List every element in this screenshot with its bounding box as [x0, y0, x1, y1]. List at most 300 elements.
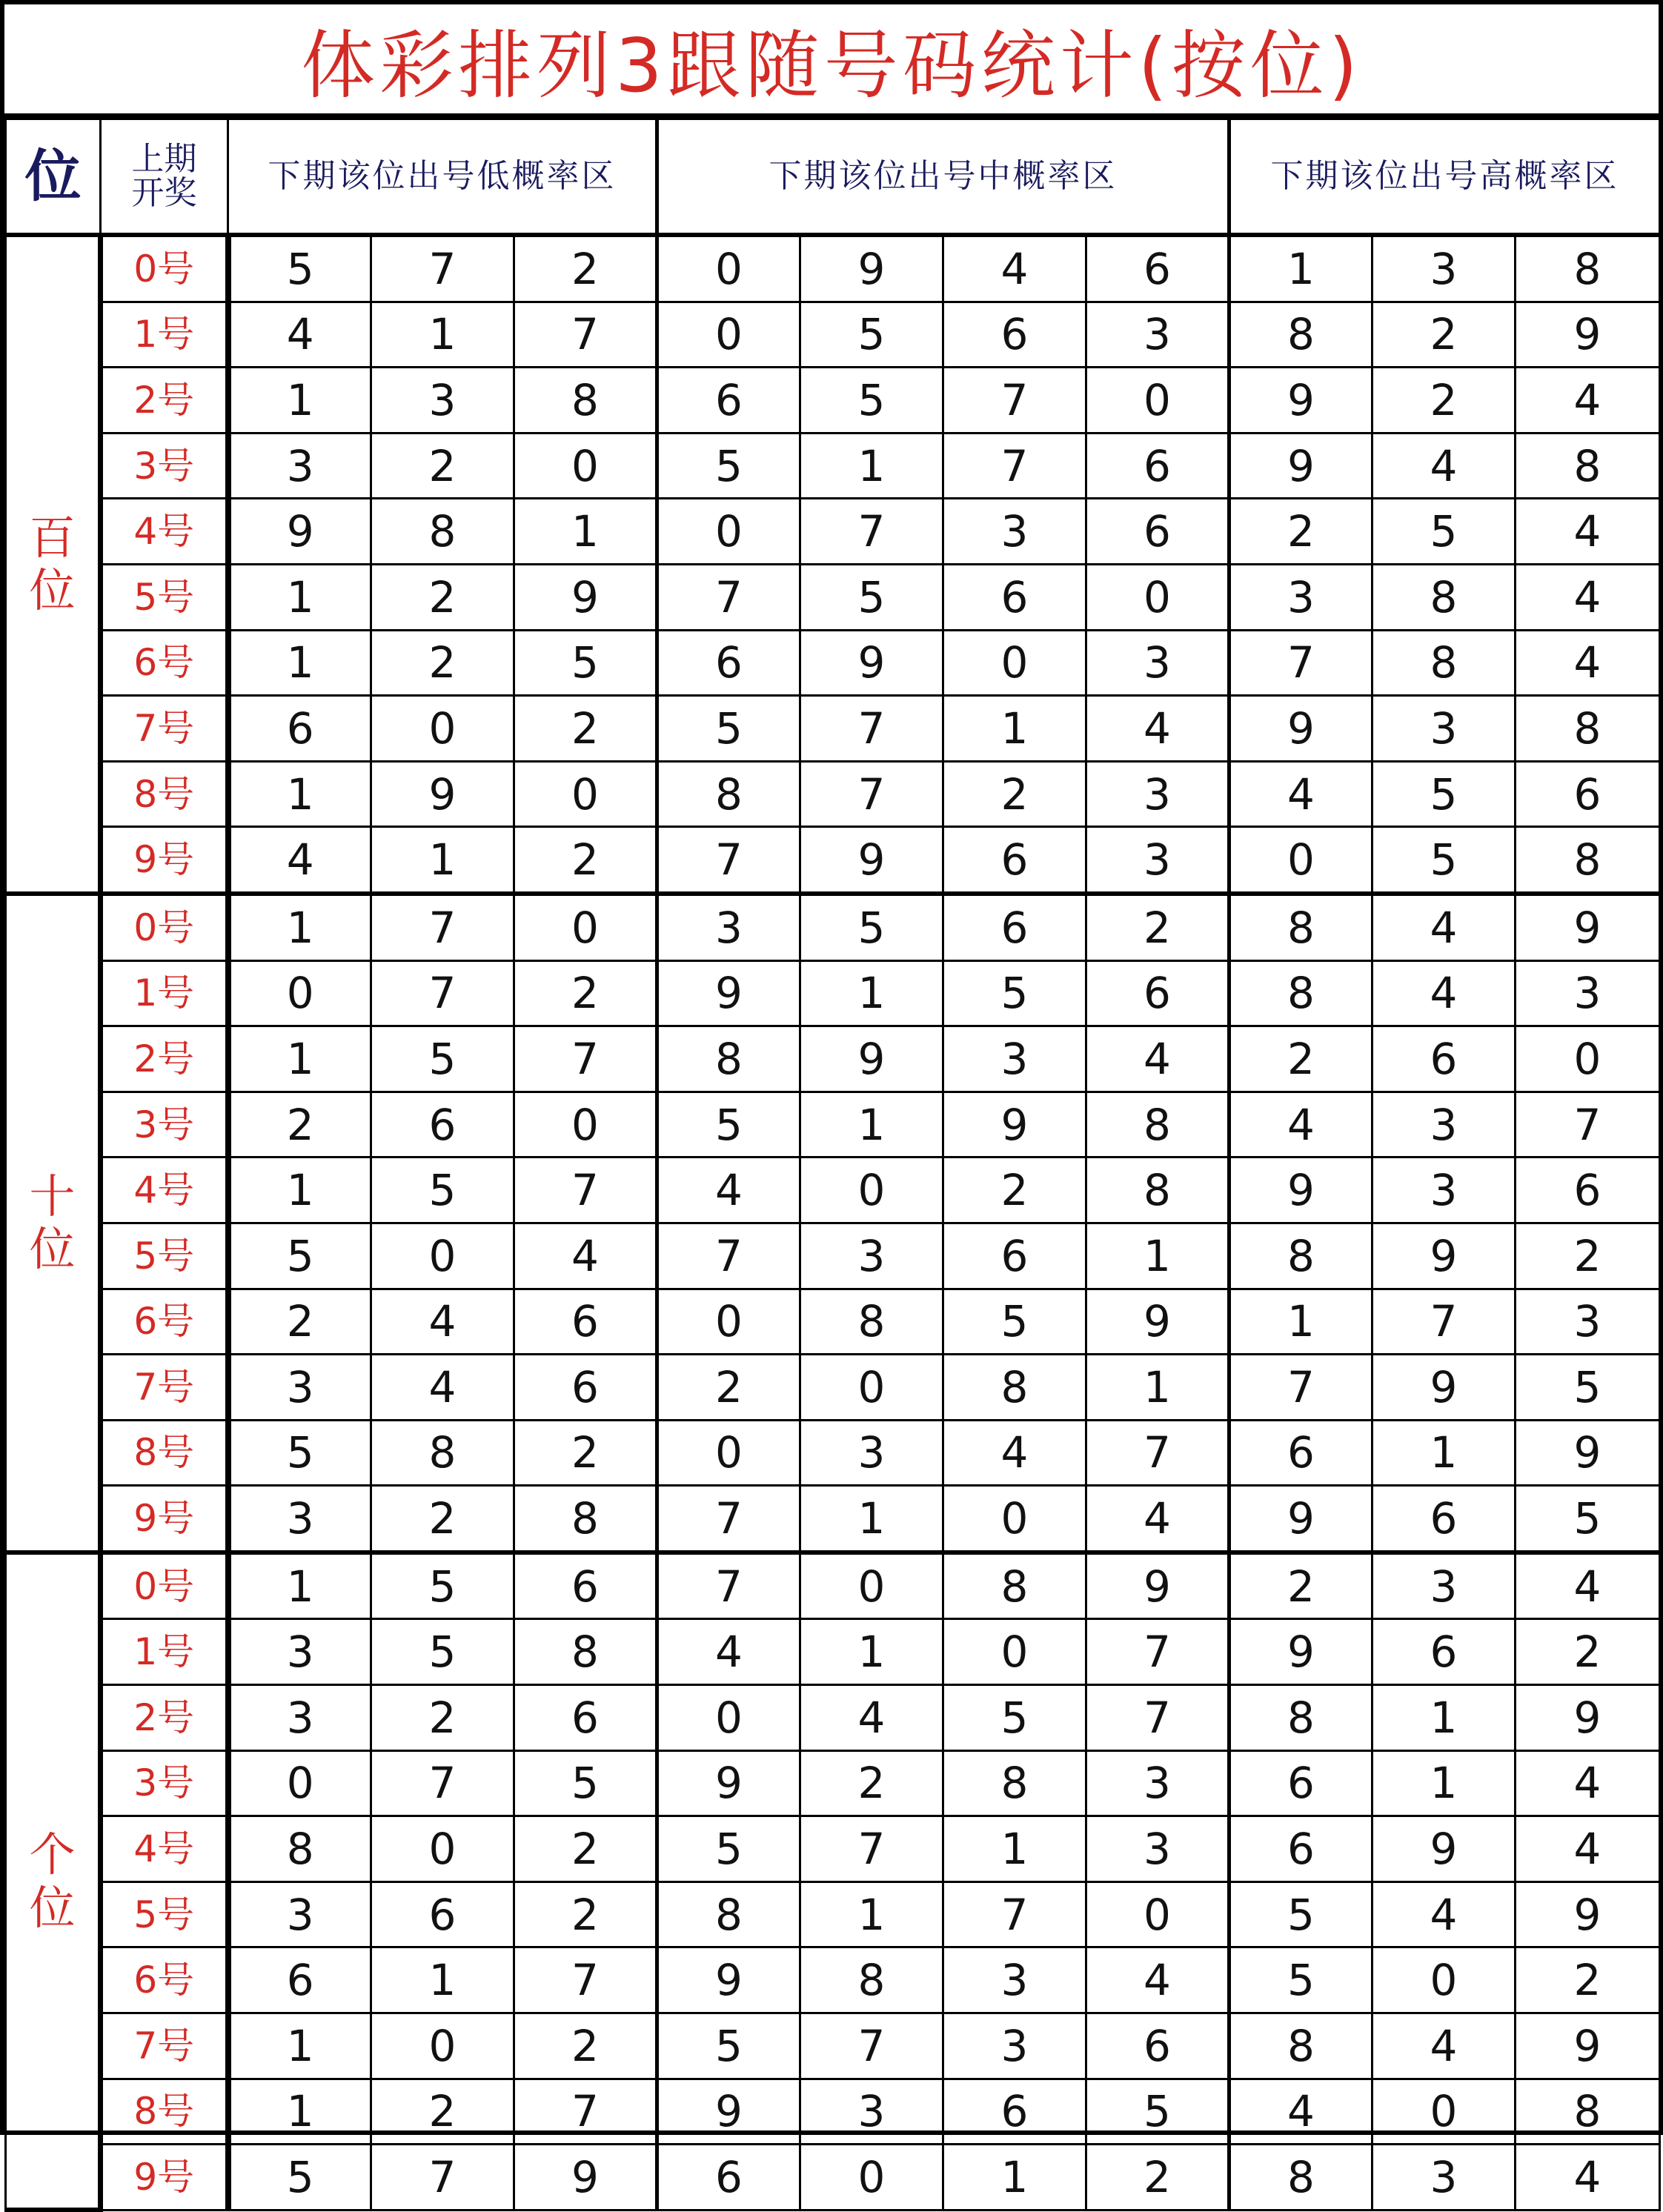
previous-draw-header: 上期 开奖 — [101, 119, 228, 236]
low-probability-cell: 2 — [371, 564, 514, 630]
mid-probability-cell: 7 — [1086, 1420, 1229, 1486]
high-probability-cell: 4 — [1229, 761, 1372, 827]
mid-probability-cell: 8 — [657, 761, 800, 827]
mid-probability-cell: 1 — [800, 1092, 943, 1158]
low-probability-cell: 0 — [371, 1223, 514, 1289]
mid-probability-cell: 9 — [943, 1092, 1086, 1158]
low-probability-cell: 9 — [371, 761, 514, 827]
low-probability-cell: 0 — [228, 960, 371, 1026]
high-probability-cell: 6 — [1372, 1619, 1516, 1685]
high-probability-cell: 4 — [1516, 1750, 1660, 1816]
table-row — [6, 1619, 1660, 1685]
high-probability-cell: 3 — [1372, 235, 1516, 302]
mid-probability-cell: 7 — [800, 761, 943, 827]
table-row — [6, 1816, 1660, 1882]
low-probability-cell: 1 — [371, 302, 514, 368]
low-probability-cell: 2 — [514, 960, 657, 1026]
high-probability-cell: 0 — [1372, 2079, 1516, 2145]
mid-probability-cell: 6 — [1086, 960, 1229, 1026]
high-probability-cell: 6 — [1229, 1750, 1372, 1816]
mid-probability-cell: 6 — [943, 564, 1086, 630]
low-probability-cell: 2 — [228, 1092, 371, 1158]
table-row — [6, 1092, 1660, 1158]
mid-probability-zone-header: 下期该位出号中概率区 — [657, 119, 1229, 236]
mid-probability-cell: 5 — [943, 1685, 1086, 1751]
previous-draw-number: 2号 — [101, 368, 228, 434]
mid-probability-cell: 5 — [800, 302, 943, 368]
high-probability-cell: 8 — [1229, 2145, 1372, 2211]
mid-probability-cell: 5 — [943, 960, 1086, 1026]
low-probability-cell: 2 — [514, 2013, 657, 2079]
high-probability-cell: 4 — [1372, 433, 1516, 499]
mid-probability-cell: 3 — [1086, 1816, 1229, 1882]
previous-draw-number: 8号 — [101, 2079, 228, 2145]
low-probability-cell: 7 — [371, 235, 514, 302]
mid-probability-cell: 0 — [800, 1158, 943, 1223]
low-probability-cell: 0 — [514, 894, 657, 960]
table-row — [6, 1026, 1660, 1092]
low-probability-cell: 5 — [228, 1420, 371, 1486]
low-probability-cell: 5 — [371, 1552, 514, 1619]
high-probability-cell: 8 — [1229, 2013, 1372, 2079]
mid-probability-cell: 3 — [657, 894, 800, 960]
low-probability-cell: 4 — [514, 1223, 657, 1289]
high-probability-cell: 4 — [1516, 564, 1660, 630]
high-probability-cell: 5 — [1372, 761, 1516, 827]
low-probability-cell: 3 — [228, 1355, 371, 1421]
high-probability-cell: 2 — [1516, 1947, 1660, 2013]
mid-probability-cell: 2 — [800, 1750, 943, 1816]
low-probability-cell: 2 — [228, 1289, 371, 1355]
mid-probability-cell: 9 — [1086, 1289, 1229, 1355]
mid-probability-cell: 6 — [657, 368, 800, 434]
high-probability-cell: 4 — [1516, 1552, 1660, 1619]
low-probability-cell: 8 — [514, 368, 657, 434]
low-probability-cell: 3 — [228, 1619, 371, 1685]
mid-probability-cell: 9 — [657, 1750, 800, 1816]
mid-probability-cell: 1 — [800, 960, 943, 1026]
high-probability-cell: 6 — [1229, 1420, 1372, 1486]
low-probability-cell: 2 — [514, 827, 657, 894]
previous-draw-number: 7号 — [101, 1355, 228, 1421]
mid-probability-cell: 2 — [943, 761, 1086, 827]
low-probability-cell: 3 — [228, 1881, 371, 1947]
mid-probability-cell: 0 — [657, 302, 800, 368]
table-row — [6, 1158, 1660, 1223]
mid-probability-cell: 0 — [657, 499, 800, 565]
low-probability-cell: 2 — [514, 235, 657, 302]
high-probability-cell: 9 — [1516, 302, 1660, 368]
previous-draw-number: 9号 — [101, 1486, 228, 1552]
low-probability-cell: 5 — [228, 2145, 371, 2211]
high-probability-cell: 9 — [1229, 696, 1372, 762]
mid-probability-cell: 1 — [943, 2145, 1086, 2211]
low-probability-cell: 7 — [371, 960, 514, 1026]
mid-probability-cell: 8 — [1086, 1092, 1229, 1158]
low-probability-cell: 7 — [514, 2079, 657, 2145]
high-probability-cell: 3 — [1516, 960, 1660, 1026]
high-probability-cell: 6 — [1372, 1486, 1516, 1552]
high-probability-cell: 4 — [1516, 499, 1660, 565]
mid-probability-cell: 9 — [657, 960, 800, 1026]
low-probability-cell: 7 — [514, 1947, 657, 2013]
table-row — [6, 2013, 1660, 2079]
mid-probability-cell: 8 — [657, 1026, 800, 1092]
high-probability-cell: 4 — [1372, 2013, 1516, 2079]
high-probability-cell: 2 — [1516, 1619, 1660, 1685]
mid-probability-cell: 7 — [800, 2013, 943, 2079]
low-probability-cell: 8 — [371, 499, 514, 565]
high-probability-cell: 8 — [1229, 894, 1372, 960]
low-probability-cell: 4 — [228, 827, 371, 894]
mid-probability-cell: 3 — [1086, 302, 1229, 368]
previous-draw-number: 8号 — [101, 761, 228, 827]
table-row — [6, 894, 1660, 960]
table-row — [6, 630, 1660, 696]
low-probability-cell: 2 — [371, 433, 514, 499]
table-row — [6, 827, 1660, 894]
low-probability-cell: 1 — [371, 1947, 514, 2013]
high-probability-cell: 8 — [1516, 696, 1660, 762]
mid-probability-cell: 9 — [800, 235, 943, 302]
mid-probability-cell: 6 — [657, 630, 800, 696]
mid-probability-cell: 3 — [1086, 1750, 1229, 1816]
mid-probability-cell: 5 — [657, 1816, 800, 1882]
mid-probability-cell: 9 — [800, 827, 943, 894]
mid-probability-cell: 9 — [800, 630, 943, 696]
table-row — [6, 499, 1660, 565]
mid-probability-cell: 6 — [943, 894, 1086, 960]
mid-probability-cell: 4 — [1086, 696, 1229, 762]
mid-probability-cell: 3 — [1086, 827, 1229, 894]
mid-probability-cell: 8 — [800, 1289, 943, 1355]
previous-draw-number: 8号 — [101, 1420, 228, 1486]
mid-probability-cell: 4 — [1086, 1026, 1229, 1092]
low-probability-cell: 0 — [228, 1750, 371, 1816]
mid-probability-cell: 1 — [800, 433, 943, 499]
previous-draw-number: 2号 — [101, 1685, 228, 1751]
high-probability-cell: 8 — [1516, 2079, 1660, 2145]
mid-probability-cell: 6 — [1086, 499, 1229, 565]
mid-probability-cell: 1 — [800, 1486, 943, 1552]
previous-draw-number: 0号 — [101, 894, 228, 960]
mid-probability-cell: 4 — [1086, 1947, 1229, 2013]
high-probability-cell: 9 — [1516, 1881, 1660, 1947]
low-probability-cell: 2 — [371, 2079, 514, 2145]
high-probability-cell: 3 — [1372, 1552, 1516, 1619]
follow-number-table — [4, 118, 1661, 2212]
previous-draw-number: 4号 — [101, 499, 228, 565]
low-probability-cell: 2 — [371, 630, 514, 696]
previous-draw-number: 9号 — [101, 2145, 228, 2211]
high-probability-cell: 8 — [1229, 1223, 1372, 1289]
mid-probability-cell: 0 — [1086, 1881, 1229, 1947]
mid-probability-cell: 0 — [657, 1289, 800, 1355]
previous-draw-number: 9号 — [101, 827, 228, 894]
previous-draw-number: 3号 — [101, 433, 228, 499]
mid-probability-cell: 7 — [1086, 1619, 1229, 1685]
previous-draw-number: 1号 — [101, 1619, 228, 1685]
low-probability-cell: 1 — [228, 564, 371, 630]
mid-probability-cell: 8 — [1086, 1158, 1229, 1223]
low-probability-cell: 6 — [228, 696, 371, 762]
high-probability-cell: 7 — [1372, 1289, 1516, 1355]
high-probability-cell: 5 — [1372, 499, 1516, 565]
mid-probability-cell: 6 — [1086, 2013, 1229, 2079]
mid-probability-cell: 9 — [800, 1026, 943, 1092]
low-probability-cell: 2 — [514, 1816, 657, 1882]
low-probability-cell: 0 — [371, 1816, 514, 1882]
mid-probability-cell: 8 — [943, 1355, 1086, 1421]
low-probability-cell: 0 — [514, 761, 657, 827]
mid-probability-cell: 7 — [800, 499, 943, 565]
low-probability-cell: 5 — [228, 235, 371, 302]
mid-probability-cell: 7 — [657, 1223, 800, 1289]
table-row — [6, 1420, 1660, 1486]
high-probability-cell: 4 — [1372, 894, 1516, 960]
high-probability-cell: 0 — [1372, 1947, 1516, 2013]
mid-probability-cell: 4 — [800, 1685, 943, 1751]
mid-probability-cell: 1 — [800, 1619, 943, 1685]
table-row — [6, 1947, 1660, 2013]
high-probability-cell: 6 — [1229, 1816, 1372, 1882]
table-row — [6, 2145, 1660, 2211]
mid-probability-cell: 1 — [800, 1881, 943, 1947]
low-probability-cell: 1 — [228, 368, 371, 434]
previous-draw-number: 2号 — [101, 1026, 228, 1092]
previous-draw-number: 0号 — [101, 235, 228, 302]
previous-draw-number: 6号 — [101, 1289, 228, 1355]
high-probability-cell: 8 — [1229, 302, 1372, 368]
low-probability-cell: 2 — [371, 1685, 514, 1751]
low-probability-cell: 1 — [514, 499, 657, 565]
mid-probability-cell: 4 — [943, 1420, 1086, 1486]
page-title: 体彩排列3跟随号码统计(按位) — [4, 4, 1659, 118]
mid-probability-cell: 0 — [657, 1685, 800, 1751]
low-probability-cell: 9 — [514, 2145, 657, 2211]
high-probability-cell: 7 — [1516, 1092, 1660, 1158]
high-probability-cell: 4 — [1372, 960, 1516, 1026]
mid-probability-cell: 5 — [657, 2013, 800, 2079]
high-probability-cell: 5 — [1229, 1947, 1372, 2013]
high-probability-cell: 8 — [1372, 630, 1516, 696]
mid-probability-cell: 5 — [800, 368, 943, 434]
mid-probability-cell: 7 — [800, 696, 943, 762]
mid-probability-cell: 3 — [800, 1223, 943, 1289]
low-probability-zone-header: 下期该位出号低概率区 — [228, 119, 657, 236]
high-probability-cell: 4 — [1229, 1092, 1372, 1158]
low-probability-cell: 3 — [228, 1486, 371, 1552]
low-probability-cell: 1 — [228, 894, 371, 960]
low-probability-cell: 7 — [514, 1158, 657, 1223]
low-probability-cell: 3 — [371, 368, 514, 434]
table-row — [6, 1486, 1660, 1552]
mid-probability-cell: 7 — [943, 368, 1086, 434]
low-probability-cell: 5 — [514, 630, 657, 696]
mid-probability-cell: 3 — [800, 2079, 943, 2145]
high-probability-cell: 4 — [1516, 630, 1660, 696]
mid-probability-cell: 4 — [943, 235, 1086, 302]
table-row — [6, 235, 1660, 302]
low-probability-cell: 6 — [371, 1881, 514, 1947]
high-probability-cell: 6 — [1516, 761, 1660, 827]
low-probability-cell: 8 — [371, 1420, 514, 1486]
mid-probability-cell: 5 — [800, 894, 943, 960]
mid-probability-cell: 1 — [1086, 1355, 1229, 1421]
table-row — [6, 1223, 1660, 1289]
high-probability-cell: 0 — [1516, 1026, 1660, 1092]
high-probability-zone-header: 下期该位出号高概率区 — [1229, 119, 1660, 236]
mid-probability-cell: 7 — [943, 433, 1086, 499]
mid-probability-cell: 0 — [657, 1420, 800, 1486]
low-probability-cell: 7 — [514, 1026, 657, 1092]
high-probability-cell: 9 — [1516, 1420, 1660, 1486]
high-probability-cell: 1 — [1229, 1289, 1372, 1355]
table-row — [6, 1355, 1660, 1421]
mid-probability-cell: 7 — [1086, 1685, 1229, 1751]
high-probability-cell: 2 — [1516, 1223, 1660, 1289]
mid-probability-cell: 9 — [657, 1947, 800, 2013]
table-row — [6, 2079, 1660, 2145]
high-probability-cell: 8 — [1516, 827, 1660, 894]
low-probability-cell: 8 — [514, 1486, 657, 1552]
low-probability-cell: 7 — [514, 302, 657, 368]
low-probability-cell: 7 — [371, 1750, 514, 1816]
table-row — [6, 1289, 1660, 1355]
previous-draw-number: 3号 — [101, 1092, 228, 1158]
mid-probability-cell: 8 — [657, 1881, 800, 1947]
high-probability-cell: 9 — [1229, 368, 1372, 434]
low-probability-cell: 3 — [228, 1685, 371, 1751]
high-probability-cell: 6 — [1372, 1026, 1516, 1092]
position-header: 位 — [6, 119, 101, 236]
high-probability-cell: 5 — [1516, 1355, 1660, 1421]
mid-probability-cell: 5 — [1086, 2079, 1229, 2145]
low-probability-cell: 7 — [371, 894, 514, 960]
mid-probability-cell: 0 — [943, 1619, 1086, 1685]
mid-probability-cell: 4 — [657, 1619, 800, 1685]
previous-draw-number: 5号 — [101, 564, 228, 630]
high-probability-cell: 6 — [1516, 1158, 1660, 1223]
low-probability-cell: 3 — [228, 433, 371, 499]
table-row — [6, 1552, 1660, 1619]
mid-probability-cell: 1 — [943, 696, 1086, 762]
previous-draw-number: 4号 — [101, 1158, 228, 1223]
low-probability-cell: 4 — [228, 302, 371, 368]
table-row — [6, 368, 1660, 434]
table-row — [6, 1685, 1660, 1751]
low-probability-cell: 6 — [514, 1355, 657, 1421]
table-row — [6, 1881, 1660, 1947]
high-probability-cell: 5 — [1372, 827, 1516, 894]
mid-probability-cell: 6 — [1086, 433, 1229, 499]
mid-probability-cell: 0 — [657, 235, 800, 302]
mid-probability-cell: 0 — [943, 1486, 1086, 1552]
low-probability-cell: 5 — [371, 1619, 514, 1685]
high-probability-cell: 3 — [1372, 1092, 1516, 1158]
high-probability-cell: 5 — [1229, 1881, 1372, 1947]
mid-probability-cell: 7 — [657, 827, 800, 894]
mid-probability-cell: 6 — [943, 302, 1086, 368]
previous-draw-number: 1号 — [101, 302, 228, 368]
high-probability-cell: 9 — [1372, 1223, 1516, 1289]
high-probability-cell: 8 — [1229, 960, 1372, 1026]
high-probability-cell: 4 — [1516, 1816, 1660, 1882]
low-probability-cell: 5 — [228, 1223, 371, 1289]
low-probability-cell: 7 — [371, 2145, 514, 2211]
mid-probability-cell: 2 — [1086, 2145, 1229, 2211]
mid-probability-cell: 3 — [1086, 630, 1229, 696]
low-probability-cell: 1 — [228, 1026, 371, 1092]
high-probability-cell: 9 — [1229, 1619, 1372, 1685]
previous-draw-number: 4号 — [101, 1816, 228, 1882]
low-probability-cell: 1 — [228, 2013, 371, 2079]
previous-draw-number: 6号 — [101, 630, 228, 696]
high-probability-cell: 7 — [1229, 1355, 1372, 1421]
low-probability-cell: 6 — [514, 1552, 657, 1619]
high-probability-cell: 3 — [1516, 1289, 1660, 1355]
low-probability-cell: 4 — [371, 1289, 514, 1355]
mid-probability-cell: 6 — [1086, 235, 1229, 302]
mid-probability-cell: 3 — [943, 499, 1086, 565]
high-probability-cell: 9 — [1516, 1685, 1660, 1751]
high-probability-cell: 4 — [1516, 368, 1660, 434]
mid-probability-cell: 6 — [657, 2145, 800, 2211]
high-probability-cell: 2 — [1372, 302, 1516, 368]
low-probability-cell: 6 — [514, 1289, 657, 1355]
high-probability-cell: 1 — [1372, 1685, 1516, 1751]
high-probability-cell: 7 — [1229, 630, 1372, 696]
high-probability-cell: 5 — [1516, 1486, 1660, 1552]
low-probability-cell: 8 — [514, 1619, 657, 1685]
previous-draw-number: 0号 — [101, 1552, 228, 1619]
mid-probability-cell: 9 — [1086, 1552, 1229, 1619]
high-probability-cell: 8 — [1372, 564, 1516, 630]
low-probability-cell: 6 — [228, 1947, 371, 2013]
low-probability-cell: 0 — [371, 696, 514, 762]
mid-probability-cell: 8 — [943, 1750, 1086, 1816]
table-row — [6, 960, 1660, 1026]
table-row — [6, 696, 1660, 762]
mid-probability-cell: 7 — [657, 1486, 800, 1552]
mid-probability-cell: 2 — [1086, 894, 1229, 960]
mid-probability-cell: 2 — [657, 1355, 800, 1421]
table-row — [6, 433, 1660, 499]
mid-probability-cell: 1 — [1086, 1223, 1229, 1289]
high-probability-cell: 1 — [1372, 1750, 1516, 1816]
mid-probability-cell: 0 — [1086, 564, 1229, 630]
mid-probability-cell: 5 — [800, 564, 943, 630]
previous-draw-number: 6号 — [101, 1947, 228, 2013]
mid-probability-cell: 5 — [657, 433, 800, 499]
previous-draw-number: 3号 — [101, 1750, 228, 1816]
low-probability-cell: 9 — [514, 564, 657, 630]
high-probability-cell: 3 — [1229, 564, 1372, 630]
high-probability-cell: 2 — [1229, 1026, 1372, 1092]
high-probability-cell: 9 — [1516, 2013, 1660, 2079]
low-probability-cell: 0 — [514, 1092, 657, 1158]
mid-probability-cell: 0 — [800, 1355, 943, 1421]
previous-draw-number: 5号 — [101, 1223, 228, 1289]
mid-probability-cell: 0 — [943, 630, 1086, 696]
high-probability-cell: 2 — [1229, 499, 1372, 565]
mid-probability-cell: 6 — [943, 827, 1086, 894]
high-probability-cell: 9 — [1372, 1355, 1516, 1421]
mid-probability-cell: 0 — [800, 1552, 943, 1619]
low-probability-cell: 1 — [371, 827, 514, 894]
high-probability-cell: 2 — [1372, 368, 1516, 434]
low-probability-cell: 4 — [371, 1355, 514, 1421]
